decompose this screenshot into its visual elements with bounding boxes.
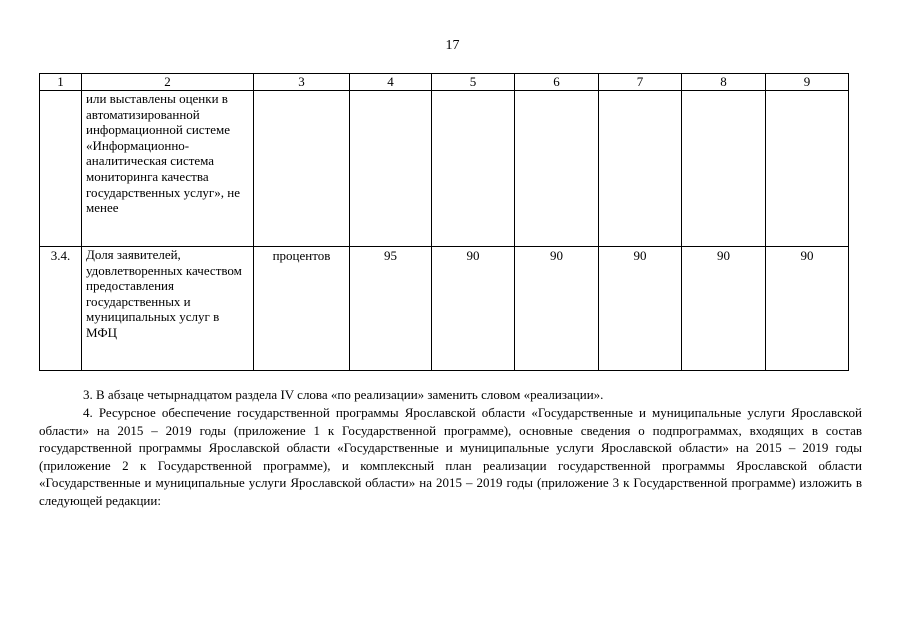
value-cell: 90 (766, 247, 849, 371)
value-cell (432, 91, 515, 247)
header-cell: 2 (82, 74, 254, 91)
row-number-cell: 3.4. (40, 247, 82, 371)
indicator-name-cell: Доля заявителей, удовлетворенных качеством предоставления государственных и муниципальных услуг в МФЦ (82, 247, 254, 371)
header-cell: 5 (432, 74, 515, 91)
value-cell: 90 (682, 247, 766, 371)
unit-cell: процентов (254, 247, 350, 371)
header-cell: 8 (682, 74, 766, 91)
value-cell: 95 (350, 247, 432, 371)
value-cell: 90 (432, 247, 515, 371)
unit-cell (254, 91, 350, 247)
indicator-table (39, 73, 849, 371)
row-number-cell (40, 91, 82, 247)
value-cell (682, 91, 766, 247)
value-cell (766, 91, 849, 247)
paragraph-4: 4. Ресурсное обеспечение государственной программы Ярославской области «Государственные и муниципальные услуги Ярославской области» на 2015 – 2019 годы (приложение 1 к Государственной программе), основные сведения о подпрограммах, входящих в состав государственной программы Ярославской области «Государственные и муниципальные услуги Ярославской области» на 2015 – 2019 годы (приложение 2 к Государственной программе), и комплексный план реализации государственной программы Ярославской области «Государственные и муниципальные услуги Ярославской области» на 2015 – 2019 годы (приложение 3 к Государственной программе) изложить в следующей редакции: (39, 405, 862, 508)
header-cell: 6 (515, 74, 599, 91)
value-cell (515, 91, 599, 247)
value-cell: 90 (515, 247, 599, 371)
page-number: 17 (445, 38, 460, 53)
header-cell: 7 (599, 74, 682, 91)
value-cell: 90 (599, 247, 682, 371)
header-cell: 1 (40, 74, 82, 91)
header-cell: 4 (350, 74, 432, 91)
header-cell: 9 (766, 74, 849, 91)
header-cell: 3 (254, 74, 350, 91)
table-header-row (40, 74, 849, 91)
table-row (40, 247, 849, 371)
value-cell (599, 91, 682, 247)
value-cell (350, 91, 432, 247)
paragraph-3: 3. В абзаце четырнадцатом раздела IV слова «по реализации» заменить словом «реализации». (83, 387, 604, 402)
table-row (40, 91, 849, 247)
indicator-name-cell: или выставлены оценки в автоматизированной информационной системе «Информационно-аналитическая система мониторинга качества государственных услуг», не менее (82, 91, 254, 247)
